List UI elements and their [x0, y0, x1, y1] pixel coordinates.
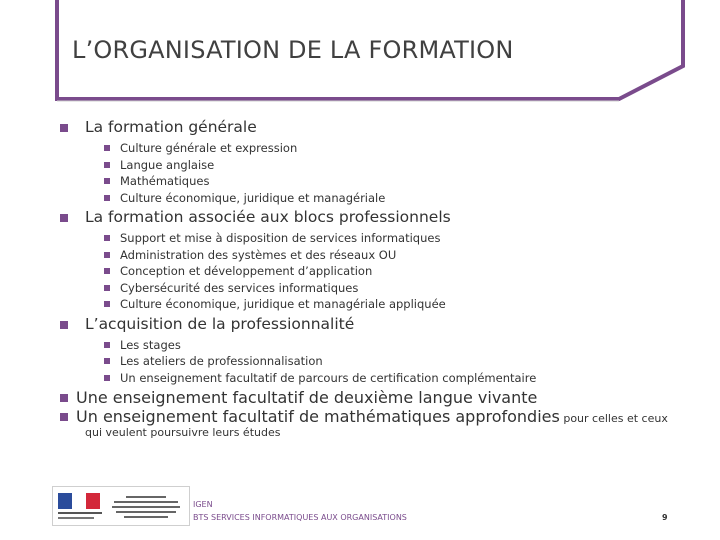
- list-item-text: Administration des systèmes et des réseaux OU: [120, 247, 397, 262]
- list-item-text: Culture générale et expression: [120, 141, 298, 155]
- footer-igen: IGEN: [193, 500, 213, 509]
- extra-text: Un enseignement facultatif de mathématiques approfondies: [76, 407, 560, 426]
- page-title: L’ORGANISATION DE LA FORMATION: [72, 36, 514, 64]
- section-professionalization-items: [58, 337, 698, 387]
- extra-text-small: pour celles et ceux: [559, 412, 668, 425]
- footer-program: BTS SERVICES INFORMATIQUES AUX ORGANISATIONS: [193, 513, 407, 522]
- list-item: [58, 173, 698, 190]
- list-item: [58, 230, 698, 247]
- list-item-text: Langue anglaise: [120, 157, 215, 172]
- section-label: La formation générale: [85, 118, 257, 136]
- bullet-square-icon: [104, 342, 110, 348]
- bullet-square-icon: [60, 214, 68, 222]
- list-item-text: Les ateliers de professionnalisation: [120, 354, 323, 368]
- bullet-square-icon: [104, 252, 110, 258]
- list-item-text: Culture économique, juridique et managériale: [120, 190, 386, 205]
- logo-caption-line: [58, 512, 102, 514]
- list-item: [58, 280, 698, 297]
- bullet-square-icon: [104, 195, 110, 201]
- bullet-square-icon: [104, 268, 110, 274]
- list-item: [58, 263, 698, 280]
- bullet-square-icon: [60, 124, 68, 132]
- bullet-square-icon: [104, 358, 110, 364]
- list-item: [58, 296, 698, 313]
- list-item: [58, 247, 698, 264]
- extra-math-continuation: qui veulent poursuivre leurs études: [85, 426, 281, 439]
- bullet-square-icon: [104, 145, 110, 151]
- list-item: [58, 370, 698, 387]
- list-item-text: Les stages: [120, 337, 181, 352]
- bullet-square-icon: [104, 301, 110, 307]
- logo-caption-line: [58, 517, 94, 519]
- list-item: [58, 157, 698, 174]
- list-item: [58, 190, 698, 207]
- list-item: [58, 337, 698, 354]
- list-item-text: Un enseignement facultatif de parcours de certification complémentaire: [120, 370, 537, 385]
- list-item: [58, 353, 698, 370]
- section-professional-items: [58, 230, 698, 313]
- list-item-text: Support et mise à disposition de services informatiques: [120, 231, 441, 245]
- bullet-square-icon: [60, 413, 68, 421]
- list-item-text: Culture économique, juridique et managériale appliquée: [120, 297, 446, 311]
- bullet-square-icon: [104, 178, 110, 184]
- bullet-square-icon: [104, 162, 110, 168]
- section-general: [58, 118, 698, 137]
- bullet-square-icon: [104, 285, 110, 291]
- page-number: 9: [662, 513, 668, 522]
- logo-text-lines: [111, 493, 181, 518]
- list-item-text: Cybersécurité des services informatiques: [120, 280, 359, 295]
- flag-icon: [58, 493, 100, 509]
- ministere-logo: [52, 486, 190, 526]
- content: [58, 118, 698, 440]
- extra-language: [58, 388, 698, 407]
- bullet-square-icon: [60, 394, 68, 402]
- section-label: La formation associée aux blocs professionnels: [85, 208, 451, 226]
- section-professional: [58, 208, 698, 227]
- list-item-text: Mathématiques: [120, 174, 210, 188]
- section-general-items: [58, 140, 698, 206]
- extra-math: [58, 407, 698, 428]
- bullet-square-icon: [104, 235, 110, 241]
- bullet-square-icon: [104, 375, 110, 381]
- list-item: [58, 140, 698, 157]
- list-item-text: Conception et développement d’application: [120, 264, 373, 278]
- section-professionalization: [58, 315, 698, 334]
- extra-text: Une enseignement facultatif de deuxième langue vivante: [76, 388, 538, 407]
- section-label: L’acquisition de la professionnalité: [85, 314, 355, 333]
- bullet-square-icon: [60, 321, 68, 329]
